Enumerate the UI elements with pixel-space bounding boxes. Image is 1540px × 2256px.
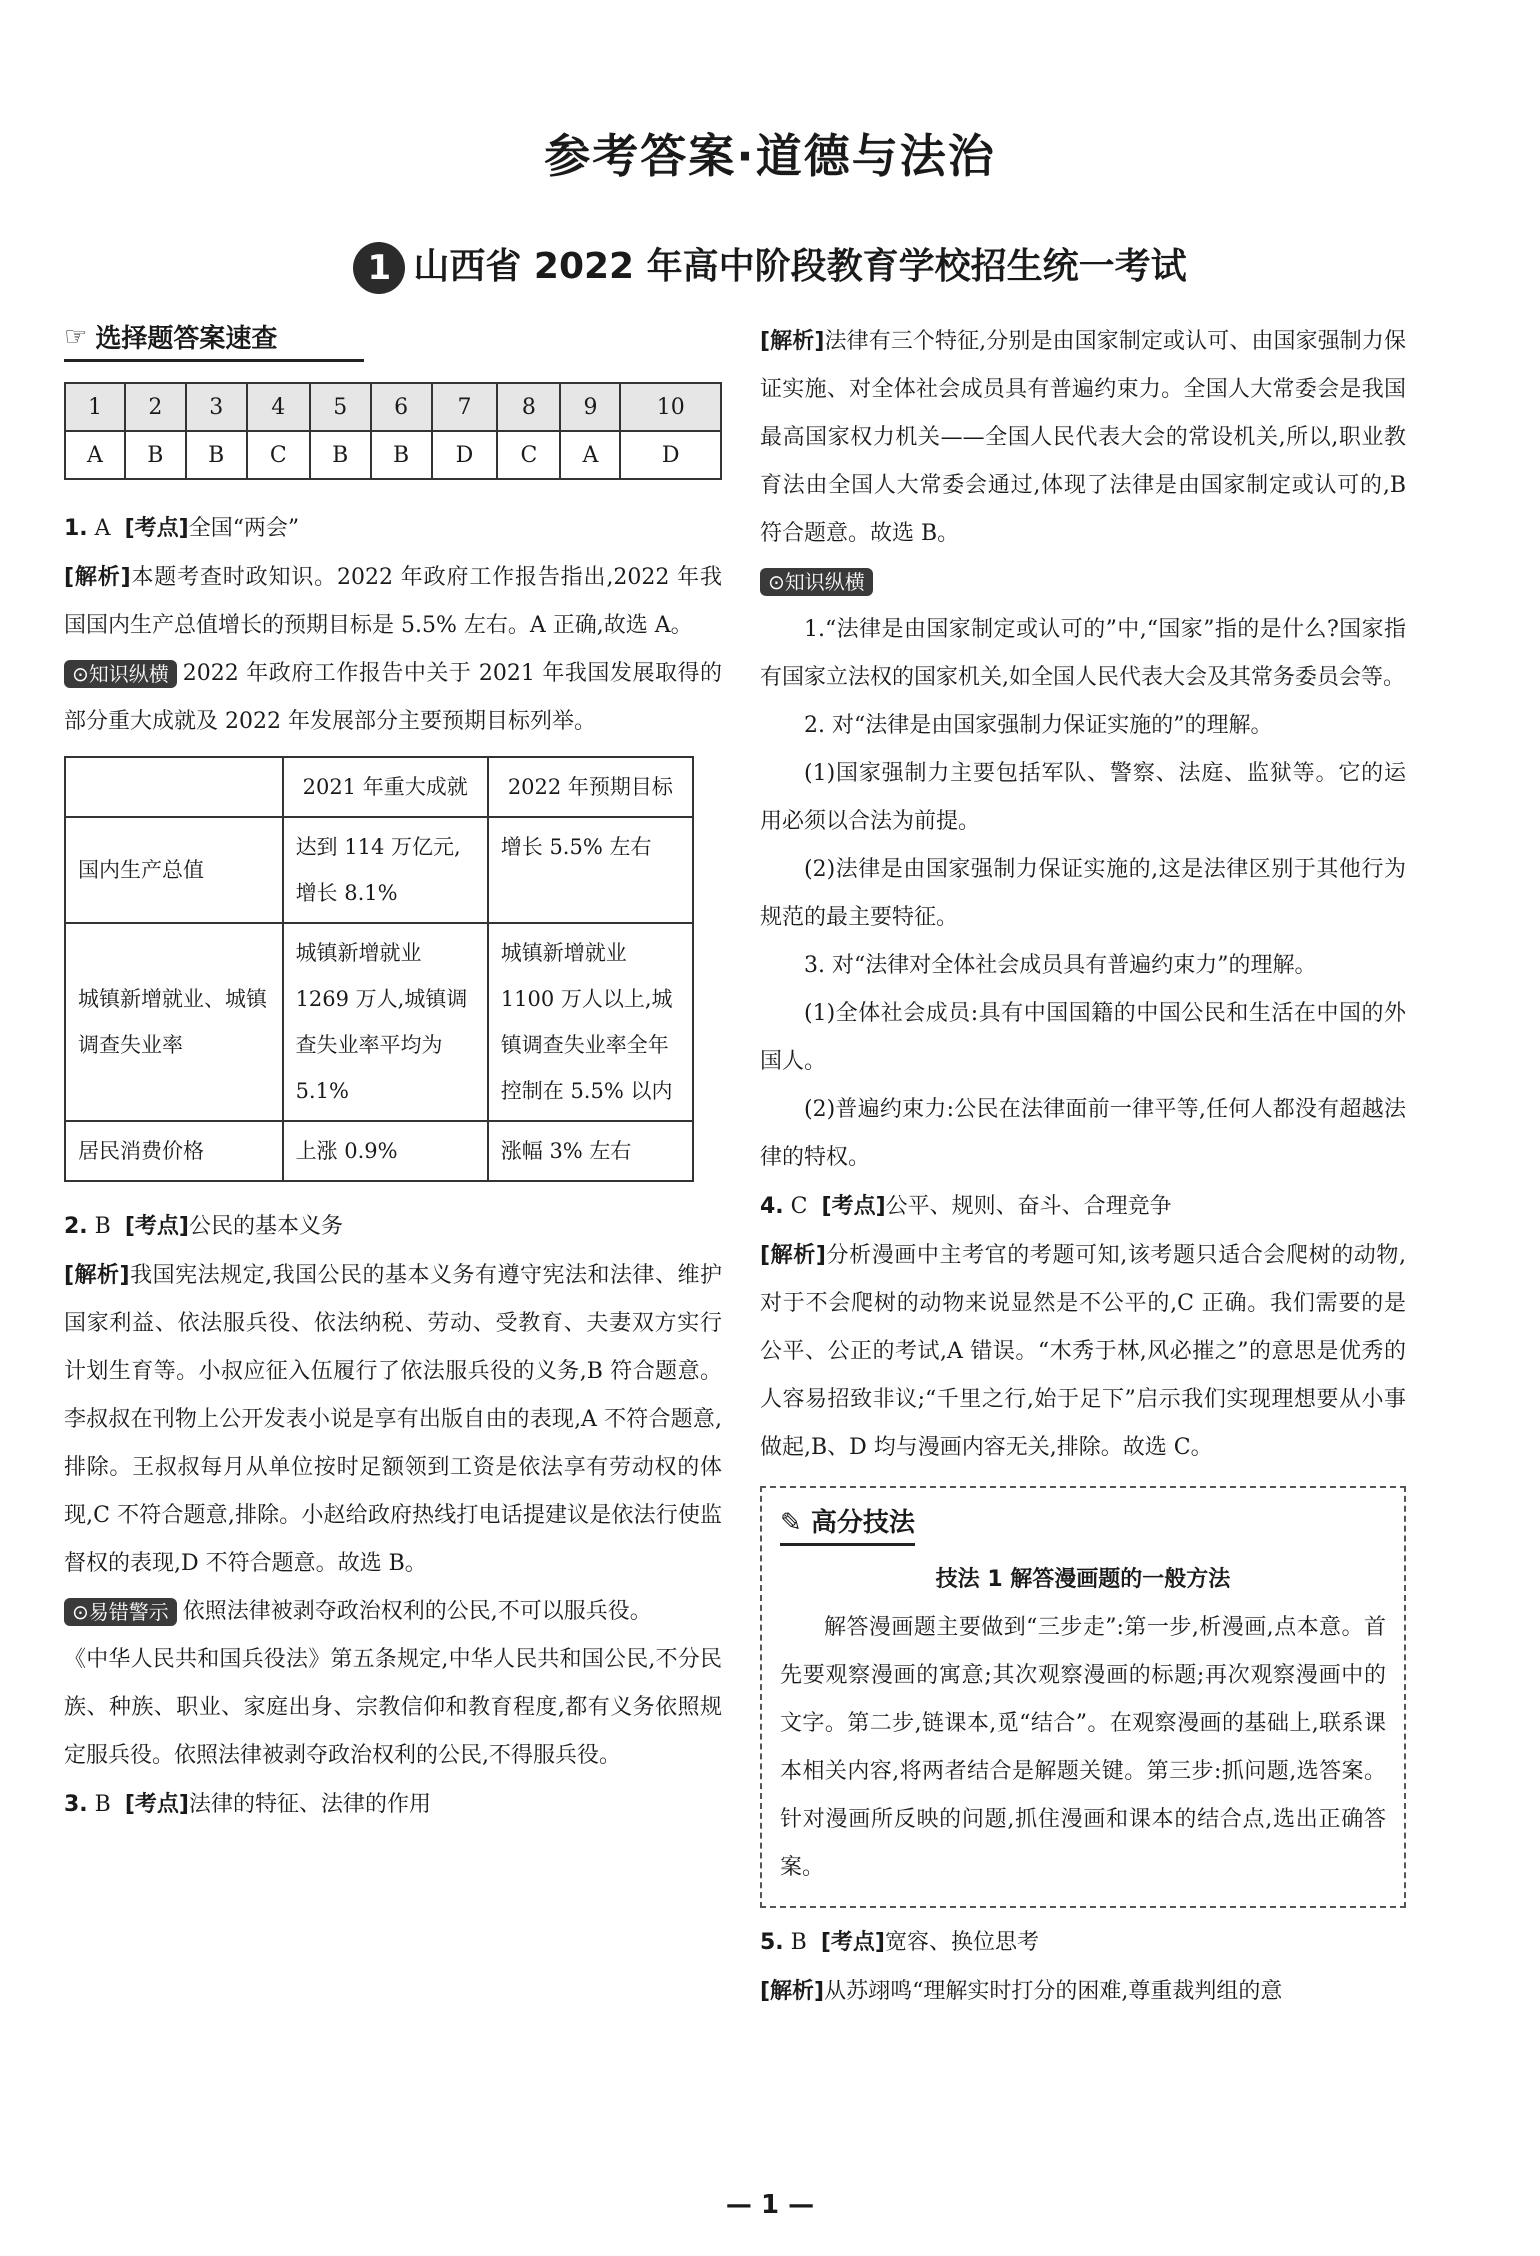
data-cell: 2021 年重大成就 (283, 757, 488, 817)
q3-badge-para (760, 558, 1406, 606)
q1-number: 1. (64, 516, 88, 541)
data-cell (65, 757, 283, 817)
answer-letter: D (432, 431, 498, 479)
q3-badge (760, 568, 873, 596)
q3-analysis-text: 法律有三个特征,分别是由国家制定或认可、由国家强制力保证实施、对全体社会成员具有普遍约束力。全国人大常委会是我国最高国家权力机关——全国人民代表大会的常设机关,所以,职业教育法由全国人大常委会通过,体现了法律是由国家制定或认可的,B 符合题意。故选 B。 (760, 329, 1406, 546)
q3-number: 3. (64, 1792, 88, 1817)
answer-section-heading-text: 选择题答案速查 (95, 324, 278, 354)
answer-num: 6 (371, 383, 432, 431)
q2-analysis-text: 我国宪法规定,我国公民的基本义务有遵守宪法和法律、维护国家利益、依法服兵役、依法纳税、劳动、受教育、夫妻双方实行计划生育等。小叔应征入伍履行了依法服兵役的义务,B 符合题意。李叔叔在刊物上公开发表小说是享有出版自由的表现,A 不符合题意,排除。王叔叔每月从单位按时足额领到工资是依法享有劳动权的体现,C 不符合题意,排除。小赵给政府热线打电话提建议是依法行使监督权的表现,D 不符合题意。故选 B。 (64, 1263, 722, 1576)
q3-point: (1)全体社会成员:具有中国国籍的中国公民和生活在中国的外国人。 (760, 1001, 1406, 1074)
data-table-row (65, 1121, 693, 1181)
answer-letter: D (620, 431, 721, 479)
q4-analysis-tag: [解析] (760, 1243, 826, 1268)
q2-badge-label: 易错警示 (88, 1600, 169, 1624)
pointing-hand-icon: ☞ (64, 321, 88, 352)
q1-data-table (64, 756, 694, 1182)
data-cell: 居民消费价格 (65, 1121, 283, 1181)
q2-badge-text: 依照法律被剥夺政治权利的公民,不可以服兵役。 (182, 1599, 652, 1624)
q3-point: 3. 对“法律对全体社会成员具有普遍约束力”的理解。 (804, 953, 1317, 978)
q1-answer: A (94, 516, 111, 541)
page-number: — 1 — (725, 2190, 815, 2220)
q1-badge-text: 2022 年政府工作报告中关于 2021 年我国发展取得的部分重大成就及 2022 年发展部分主要预期目标列举。 (64, 661, 722, 734)
q3-analysis-tag: [解析] (760, 329, 825, 354)
answer-table-numbers (65, 383, 721, 431)
q4-topic: 公平、规则、奋斗、合理竞争 (885, 1194, 1172, 1219)
exam-title-text: 山西省 2022 年高中阶段教育学校招生统一考试 (413, 246, 1187, 287)
q2-number: 2. (64, 1214, 88, 1239)
tip-heading-text: 高分技法 (810, 1508, 915, 1538)
answer-letter: C (247, 431, 310, 479)
q3-tag: [考点] (124, 1792, 189, 1817)
q4-number: 4. (760, 1194, 784, 1219)
q3-point: (2)普遍约束力:公民在法律面前一律平等,任何人都没有超越法律的特权。 (760, 1097, 1406, 1170)
q2-tag: [考点] (124, 1214, 189, 1239)
location-pin-icon: ⊙ (768, 570, 785, 594)
q2-topic: 公民的基本义务 (188, 1214, 343, 1239)
left-column (64, 318, 722, 1830)
q1-tag: [考点] (124, 516, 189, 541)
answer-num: 8 (497, 383, 560, 431)
q4-answer: C (790, 1194, 808, 1219)
data-cell: 2022 年预期目标 (488, 757, 693, 817)
q3-header (64, 1780, 722, 1830)
q5-answer: B (790, 1930, 807, 1955)
tip-box (760, 1486, 1406, 1908)
answer-letter: B (186, 431, 247, 479)
data-table-header (65, 757, 693, 817)
tip-subtitle: 技法 1 解答漫画题的一般方法 (935, 1567, 1231, 1592)
q5-analysis-text: 从苏翊鸣“理解实时打分的困难,尊重裁判组的意 (824, 1979, 1283, 2004)
q4-tag: [考点] (821, 1194, 886, 1219)
q1-analysis-tag: [解析] (64, 565, 131, 590)
answer-num: 7 (432, 383, 498, 431)
q4-header (760, 1182, 1406, 1232)
answer-num: 2 (125, 383, 186, 431)
q2-analysis (64, 1252, 722, 1588)
answer-letter: C (497, 431, 560, 479)
q1-topic: 全国“两会” (188, 516, 300, 541)
q2-badge (64, 1598, 177, 1626)
answer-letter: A (560, 431, 620, 479)
q1-analysis (64, 554, 722, 650)
q3-point: 1.“法律是由国家制定或认可的”中,“国家”指的是什么?国家指有国家立法权的国家机关,如全国人民代表大会及其常务委员会等。 (760, 617, 1406, 690)
answer-section-heading (64, 318, 364, 362)
tip-text: 解答漫画题主要做到“三步走”:第一步,析漫画,点本意。首先要观察漫画的寓意;其次观察漫画的标题;再次观察漫画中的文字。第二步,链课本,觅“结合”。在观察漫画的基础上,联系课本相关内容,将两者结合是解题关键。第三步:抓问题,选答案。针对漫画所反映的问题,抓住漫画和课本的结合点,选出正确答案。 (780, 1615, 1386, 1880)
answer-num: 9 (560, 383, 620, 431)
answer-num: 3 (186, 383, 247, 431)
page-title: 参考答案·道德与法治 (544, 129, 996, 183)
answer-letter: B (310, 431, 371, 479)
answer-table (64, 382, 722, 480)
q4-analysis-text: 分析漫画中主考官的考题可知,该考题只适合会爬树的动物,对于不会爬树的动物来说显然是不公平的,C 正确。我们需要的是公平、公正的考试,A 错误。“木秀于林,风必摧之”的意思是优秀的人容易招致非议;“千里之行,始于足下”启示我们实现理想要从小事做起,B、D 均与漫画内容无关,排除。故选 C。 (760, 1243, 1406, 1460)
pen-icon: ✎ (780, 1508, 802, 1538)
answer-letter: B (371, 431, 432, 479)
q4-analysis (760, 1232, 1406, 1472)
data-cell: 城镇新增就业 1269 万人,城镇调查失业率平均为 5.1% (283, 923, 488, 1121)
q3-answer: B (94, 1792, 111, 1817)
data-cell: 增长 5.5% 左右 (488, 817, 693, 923)
q5-number: 5. (760, 1930, 784, 1955)
q5-tag: [考点] (820, 1930, 885, 1955)
q2-extra: 《中华人民共和国兵役法》第五条规定,中华人民共和国公民,不分民族、种族、职业、家庭出身、宗教信仰和教育程度,都有义务依照规定服兵役。依照法律被剥夺政治权利的公民,不得服兵役。 (64, 1647, 722, 1768)
data-table-row (65, 923, 693, 1121)
q2-analysis-tag: [解析] (64, 1263, 130, 1288)
answer-letter: A (65, 431, 125, 479)
data-cell: 城镇新增就业、城镇调查失业率 (65, 923, 283, 1121)
q1-analysis-text: 本题考查时政知识。2022 年政府工作报告指出,2022 年我国国内生产总值增长的预期目标是 5.5% 左右。A 正确,故选 A。 (64, 565, 722, 638)
answer-letter: B (125, 431, 186, 479)
q1-header (64, 504, 722, 554)
q3-analysis (760, 318, 1406, 558)
q1-badge-para (64, 650, 722, 746)
q1-badge-label: 知识纵横 (88, 662, 169, 686)
data-cell: 达到 114 万亿元,增长 8.1% (283, 817, 488, 923)
q3-point: 2. 对“法律是由国家强制力保证实施的”的理解。 (804, 713, 1273, 738)
q3-topic: 法律的特征、法律的作用 (188, 1792, 431, 1817)
q3-point: (2)法律是由国家强制力保证实施的,这是法律区别于其他行为规范的最主要特征。 (760, 857, 1406, 930)
exam-title (0, 238, 1540, 294)
answer-num: 1 (65, 383, 125, 431)
location-pin-icon: ⊙ (72, 662, 89, 686)
q5-topic: 宽容、换位思考 (884, 1930, 1039, 1955)
q5-header (760, 1918, 1406, 1968)
answer-table-letters (65, 431, 721, 479)
q2-badge-para (64, 1588, 722, 1636)
q3-badge-label: 知识纵横 (784, 570, 865, 594)
q2-header (64, 1202, 722, 1252)
answer-num: 10 (620, 383, 721, 431)
exam-number-badge: 1 (353, 242, 405, 294)
data-cell: 国内生产总值 (65, 817, 283, 923)
right-column (760, 318, 1406, 2016)
location-pin-icon: ⊙ (72, 1600, 89, 1624)
q5-analysis-tag: [解析] (760, 1979, 825, 2004)
data-cell: 上涨 0.9% (283, 1121, 488, 1181)
data-cell: 涨幅 3% 左右 (488, 1121, 693, 1181)
answer-num: 5 (310, 383, 371, 431)
q2-answer: B (94, 1214, 111, 1239)
q1-badge (64, 660, 177, 688)
data-cell: 城镇新增就业 1100 万人以上,城镇调查失业率全年控制在 5.5% 以内 (488, 923, 693, 1121)
answer-num: 4 (247, 383, 310, 431)
data-table-row (65, 817, 693, 923)
tip-heading (780, 1502, 915, 1546)
q5-analysis (760, 1968, 1406, 2016)
q3-point: (1)国家强制力主要包括军队、警察、法庭、监狱等。它的运用必须以合法为前提。 (760, 761, 1406, 834)
